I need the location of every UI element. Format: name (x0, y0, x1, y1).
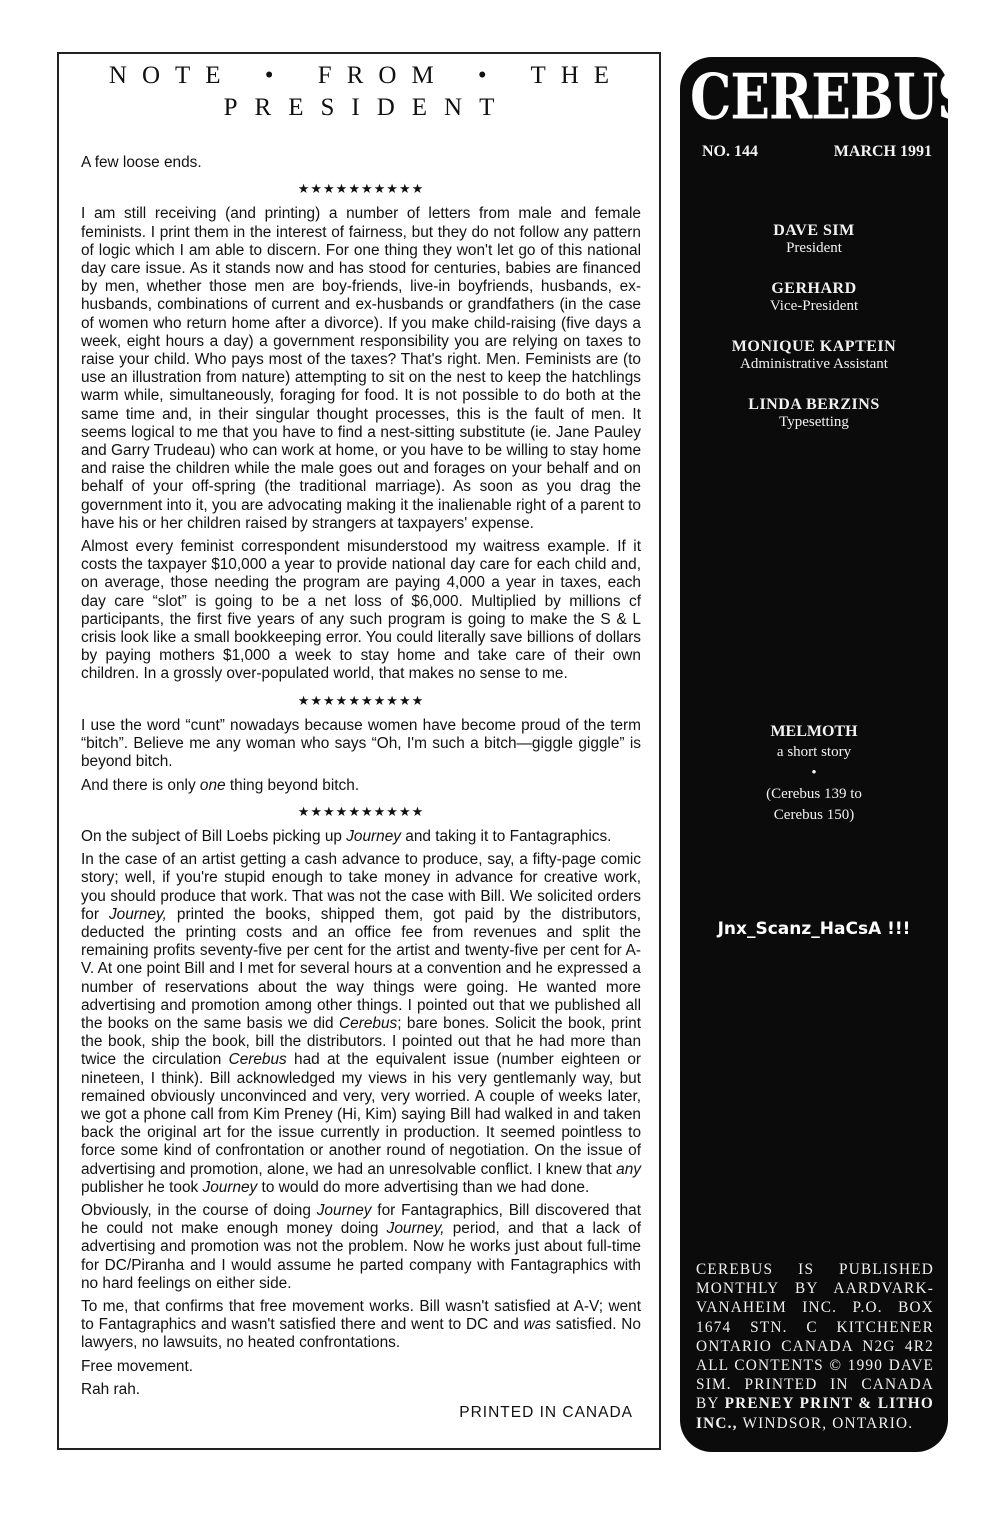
staff-role: President (786, 240, 842, 256)
scan-credit: Jnx_Scanz_HaCsA !!! (717, 919, 911, 939)
star-divider: ★★★★★★★★★★ (297, 803, 425, 819)
paragraph (81, 851, 641, 1197)
text: period, and that a lack of advertising and promotion was not the problem. Now he works just about full-time for DC/Piranha and I would assume he parted company with Fantagraphics with no hard feelings on either side. (81, 1220, 641, 1292)
star-divider: ★★★★★★★★★★ (297, 181, 425, 197)
printed-in-canada: PRINTED IN CANADA (459, 1404, 633, 1421)
story-subtitle: a short story (776, 744, 852, 760)
text: ; bare bones. Solicit the book, print the book, ship the book, bill the distributors. I pointed out that he had more than twice the circulation (81, 1014, 641, 1069)
paragraph (81, 1381, 641, 1399)
text: I use the word “cunt” nowadays because women have become proud of the term “bitch”. Believe me any woman who says “Oh, I'm such a bitch—giggle giggle” is beyond bitch. (81, 716, 641, 771)
story-info (680, 721, 948, 826)
italic-text: one (199, 776, 226, 794)
paragraph (81, 1358, 641, 1376)
text: printed the books, shipped them, got paid by the distributors, deducted the printing costs and an office fee from revenues and split the remaining profits seventy-five per cent for the artist and twenty-five per cent for A-V. At one point Bill and I met for several hours at a convention and he expressed a number of reservations about the way things were going. He wanted more advertising and promotion among other things. I pointed out that we published all the books on the same basis we did (81, 905, 641, 1032)
text: On the subject of Bill Loebs picking up (81, 827, 347, 845)
staff-entry (680, 222, 948, 257)
bullet: • (811, 765, 817, 781)
staff-role: Vice-President (769, 298, 859, 314)
text: satisfied. No lawyers, no lawsuits, no heated confrontations. (81, 1316, 641, 1352)
star-divider: ★★★★★★★★★★ (297, 692, 425, 708)
italic-text: any (616, 1160, 641, 1178)
text: In the case of an artist getting a cash advance to produce, say, a fifty-page comic story; well, if you're stupid enough to take money in advance for creative work, you should produce that work. That was not the case with Bill. We solicited orders for (81, 851, 641, 923)
text: thing beyond bitch. (225, 776, 360, 794)
publishing-info (696, 1260, 934, 1433)
story-title: MELMOTH (770, 723, 858, 740)
cerebus-logo: CEREBUS (690, 60, 974, 135)
text: Free movement. (81, 1357, 194, 1375)
text: Almost every feminist correspondent misunderstood my waitress example. If it costs the taxpayer $10,000 a year to provide national day care for each child and, on average, those needing the program are paying 4,000 a year in taxes, each day care “slot” is going to be a net loss of $6,000. Multiplied by millions cf participants, the first five years of any such program is going to make the S & L crisis look like a small bookkeeping error. You could literally save billions of dollars by paying mothers $1,000 a week to stay home and take care of their own children. In a grossly over-populated world, that makes no sense to me. (81, 538, 641, 683)
staff-entry (680, 280, 948, 315)
italic-text: Cerebus (228, 1051, 287, 1069)
italic-text: Journey (202, 1178, 258, 1196)
paragraph (81, 717, 641, 772)
issue-number: NO. 144 (702, 143, 758, 160)
paragraph (81, 154, 641, 172)
italic-text: Journey, (108, 905, 167, 923)
text: And there is only (81, 776, 200, 794)
publishing-text: CEREBUS IS PUBLISHED MONTHLY BY AARDVARK-VANAHEIM INC. P.O. BOX 1674 STN. C KITCHENER ONTARIO CANADA N2G 4R2 ALL CONTENTS © 1990 DAVE SIM. PRINTED IN CANADA BY (696, 1261, 934, 1413)
note-from-the-president-box (57, 52, 661, 1450)
paragraph (81, 205, 641, 533)
masthead-panel (680, 57, 974, 1452)
staff-name: LINDA BERZINS (748, 396, 880, 413)
italic-text: Journey (316, 1201, 372, 1219)
paragraph (81, 1202, 641, 1293)
article-body (81, 154, 641, 1399)
article-flow (81, 154, 641, 1422)
text: I am still receiving (and printing) a number of letters from male and female feminists. I print them in the interest of fairness, but they do not follow any pattern of logic which I am able to discern. For one thing they won't let go of this national day care issue. As it stands now and has stood for centuries, babies are financed by men, whether those men are boy-friends, live-in boyfriends, husbands, ex-husbands, combinations of current and ex-husbands or grandfathers (in the case of women who return home after a divorce). If you make child-raising (five days a week, eight hours a day) a government responsibility you are relying on taxes to raise your child. Who pays most of the taxes? That's right. Men. Feminists are (to use an illustration from nature) attempting to sit on the nest to keep the hatchlings warm while, simultaneously, foraging for food. It is not possible to do both at the same time and, in their singular thought processes, this is the fault of men. It seems logical to me that you have to find a nest-sitting substitute (ie. Jane Pauley and Garry Trudeau) who can work at home, or you have to be willing to stay home and raise the children while the male goes out and forages on your behalf and on behalf of your off-spring (the traditional marriage). As soon as you drag the government into it, you are advocating making it the inalienable right of a parent to have his or her children raised by strangers at taxpayers' expense. (81, 205, 641, 532)
italic-text: Cerebus (339, 1014, 398, 1032)
text: for Fantagraphics, Bill discovered that he could not make enough money doing (81, 1201, 641, 1238)
staff-entry (680, 396, 948, 431)
text: To me, that confirms that free movement works. Bill wasn't satisfied at A-V; went to Fantagraphics and wasn't satisfied there and went to DC and (81, 1297, 641, 1334)
staff-name: GERHARD (771, 280, 857, 297)
staff-name: DAVE SIM (773, 222, 855, 239)
title-line-1: NOTE • FROM • THE (108, 62, 625, 89)
issue-date: MARCH 1991 (833, 143, 932, 160)
paragraph (81, 1298, 641, 1353)
title-line-2: PRESIDENT (223, 94, 512, 121)
text: Rah rah. (81, 1380, 141, 1398)
text: A few loose ends. (81, 154, 202, 171)
staff-role: Typesetting (779, 414, 849, 430)
text: to would do more advertising than we had done. (257, 1178, 590, 1196)
italic-text: was (523, 1316, 551, 1334)
text: had at the equivalent issue (number eighteen or nineteen, I think). Bill acknowledged my views in his very gentlemanly way, but remained obviously unconvinced and very, very worried. A couple of weeks later, we got a phone call from Kim Preney (Hi, Kim) saying Bill had walked in and taken back the original art for the issue currently in production. It seemed pointless to force some kind of confrontation or another round of negotiation. On the issue of advertising and promotion, alone, we had an unresolvable conflict. I knew that (81, 1051, 642, 1178)
text: publisher he took (81, 1178, 203, 1196)
printer-location: WINDSOR, ONTARIO. (742, 1414, 914, 1432)
staff-role: Administrative Assistant (740, 356, 888, 372)
paragraph (81, 828, 641, 846)
printer-name: PRENEY PRINT & LITHO INC., (696, 1395, 934, 1432)
text: Obviously, in the course of doing (81, 1201, 317, 1219)
staff-name: MONIQUE KAPTEIN (731, 338, 897, 355)
story-range-1: (Cerebus 139 to (766, 786, 862, 802)
paragraph (81, 538, 641, 684)
italic-text: Journey (346, 827, 401, 845)
paragraph (81, 777, 641, 795)
staff-entry (680, 338, 948, 373)
story-range-2: Cerebus 150) (773, 807, 855, 823)
text: and taking it to Fantagraphics. (400, 827, 612, 845)
italic-text: Journey, (386, 1220, 445, 1238)
